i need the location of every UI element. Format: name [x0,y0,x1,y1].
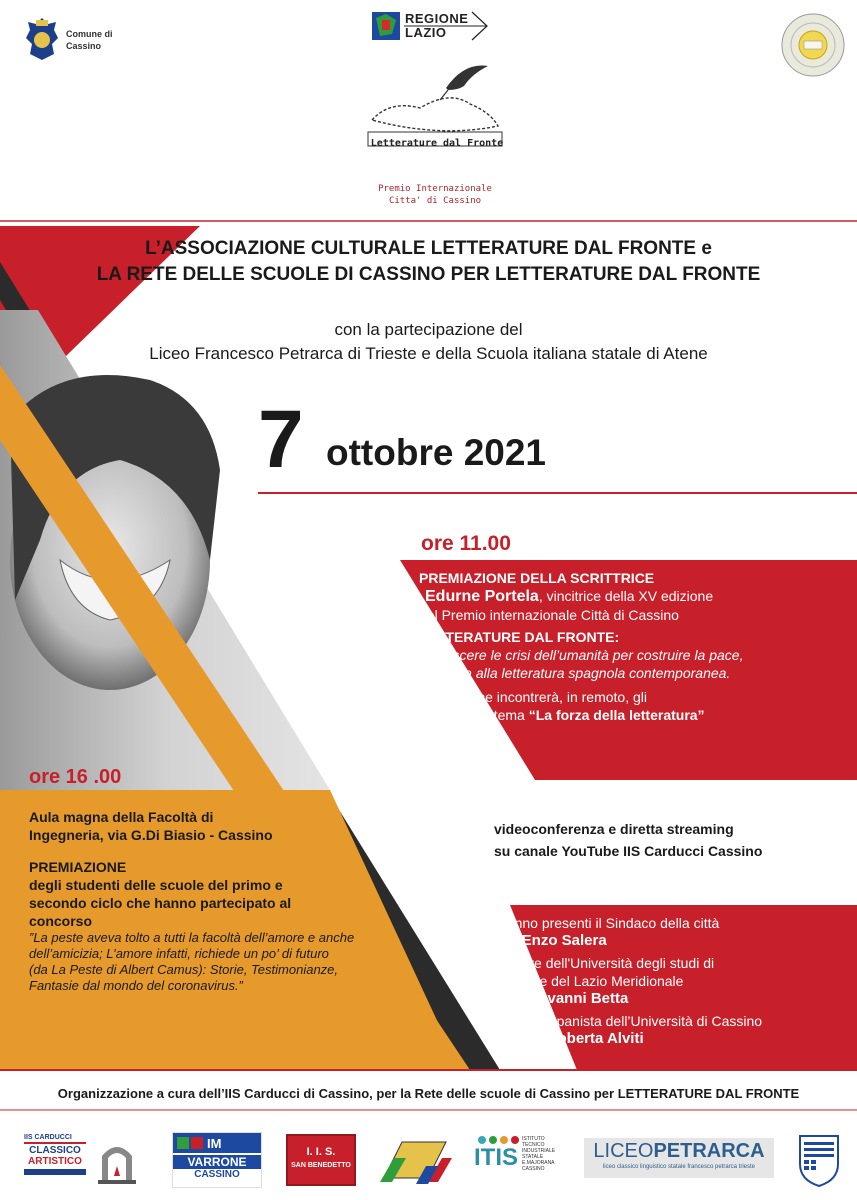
comune-label [66,28,113,52]
prem-line3: secondo ciclo che hanno partecipato al [29,895,292,911]
varrone-city: CASSINO [194,1169,240,1180]
winner-edition: , vincitrice della XV edizione [538,588,714,604]
headline [0,236,857,288]
guests-block [485,914,845,1048]
ldf-label: LETTERATURE DAL FRONTE: [419,629,620,645]
meet-line1: La vincitrice incontrerà, in remoto, gli [419,689,647,705]
carducci-top: IIS CARDUCCI [24,1134,72,1141]
comune-line1: Comune di [66,29,113,39]
meet-line2: studenti sul tema [419,707,529,723]
premio-name: del Premio internazionale Città di Cassino [419,607,679,623]
streaming-line1: videoconferenza e diretta streaming [494,821,734,837]
winner-name: Edurne Portela [425,588,539,605]
regione-line1: REGIONE [405,11,469,26]
quote-line4: Fantasie dal mondo del coronavirus.” [29,978,243,993]
itis-desc1: ISTITUTO [522,1136,545,1142]
carducci-artistico: ARTISTICO [28,1156,82,1167]
itis-desc6: CASSINO [522,1166,545,1172]
premiazione-label: PREMIAZIONE [29,859,127,875]
quote-line2: dell’amicizia; L’amore infatti, richiede un po’ di futuro [29,946,329,961]
streaming-line2: su canale YouTube IIS Carducci Cassino [494,843,763,859]
varrone-im: IM [207,1135,222,1151]
greek-school-crest-icon [796,1132,842,1188]
seal-badge-icon [780,12,846,78]
guest-line1: Saranno presenti il Sindaco della città [485,915,720,931]
quote-line1: ”La peste aveva tolto a tutti la facoltà dell’amore e anche [29,930,355,945]
sanbenedetto-iis: I. I. S. [306,1146,336,1158]
afternoon-time: ore 16 .00 [29,766,122,788]
place-line1: Aula magna della Facoltà di [29,809,214,825]
guest-rettore: prof. Giovanni Betta [485,990,629,1007]
guest-sindaco: dott. Enzo Salera [485,932,607,949]
itis-name: ITIS [474,1144,519,1171]
liceo-label: LICEO [593,1140,654,1162]
prem-line4: concorso [29,913,93,929]
comune-line2: Cassino [66,41,102,51]
prem-line2: degli studenti delle scuole del primo e [29,877,283,893]
premio-line2: Citta' di Cassino [388,196,482,206]
theme-line1: Conoscere le crisi dell’umanità per costruire la pace, [419,647,744,663]
premio-subtitle [320,183,550,207]
logo-varrone [172,1132,262,1188]
letterature-dal-fronte-logo-icon [360,60,510,150]
logo-carducci [24,1134,86,1186]
quote-line3: (da La Peste di Albert Camus): Storie, Testimonianze, [29,962,339,977]
itis-desc5: E.MAJORANA [522,1160,555,1166]
logo-itis [474,1136,572,1186]
premiazione-scrittrice: PREMIAZIONE DELLA SCRITTRICE [419,570,655,586]
place-line2: Ingegneria, via G.Di Biasio - Cassino [29,827,273,843]
guest-line4: L’esperta Ispanista dell’Università di Cassino [485,1013,763,1029]
afternoon-details [29,808,399,994]
logo-san-benedetto [286,1134,356,1186]
date-month-year: ottobre 2021 [326,432,547,473]
carducci-classico: CLASSICO [29,1145,81,1156]
sanbenedetto-name: SAN BENEDETTO [291,1162,351,1169]
comune-crest-icon [22,16,62,62]
itis-desc2: TECNICO [522,1142,545,1148]
varrone-name: VARRONE [173,1155,261,1169]
partecipazione [0,318,857,366]
regione-label [405,12,468,40]
guest-line3: Cassino e del Lazio Meridionale [485,973,684,989]
itis-desc3: INDUSTRIALE [522,1148,556,1154]
meet-topic: “La forza della letteratura” [528,707,705,723]
organizzazione: Organizzazione a cura dell’IIS Carducci di Cassino, per la Rete delle scuole di Cassino per LETTERATURE DAL FRONTE [57,1086,800,1101]
regione-line2: LAZIO [405,25,447,40]
guest-ispanista: dott.ssa Roberta Alviti [485,1030,644,1047]
flag-logo-icon [376,1136,452,1186]
itis-desc4: STATALE [522,1154,544,1160]
petrarca-label: PETRARCA [653,1140,765,1162]
partecipazione-line1: con la partecipazione del [334,320,523,339]
morning-time: ore 11.00 [421,532,511,555]
streaming-info [494,818,834,862]
date-day: 7 [258,394,304,485]
premio-line1: Premio Internazionale [378,184,492,194]
partecipazione-line2: Liceo Francesco Petrarca di Trieste e della Scuola italiana statale di Atene [149,344,708,363]
morning-details [419,569,799,724]
theme-line2: dedicata alla letteratura spagnola contemporanea. [419,665,731,681]
logo-liceo-petrarca [584,1138,774,1178]
headline-line1: L’ASSOCIAZIONE CULTURALE LETTERATURE DAL FRONTE e [145,238,712,259]
arch-logo-icon [96,1136,138,1186]
headline-line2: LA RETE DELLE SCUOLE DI CASSINO PER LETTERATURE DAL FRONTE [96,264,761,285]
guest-line2: Il Rettore dell'Università degli studi di [485,955,715,971]
liceo-subtitle: liceo classico linguistico statale francesco petrarca trieste [602,1164,756,1170]
ldf-title: Letterature dal Fronte [370,138,504,149]
